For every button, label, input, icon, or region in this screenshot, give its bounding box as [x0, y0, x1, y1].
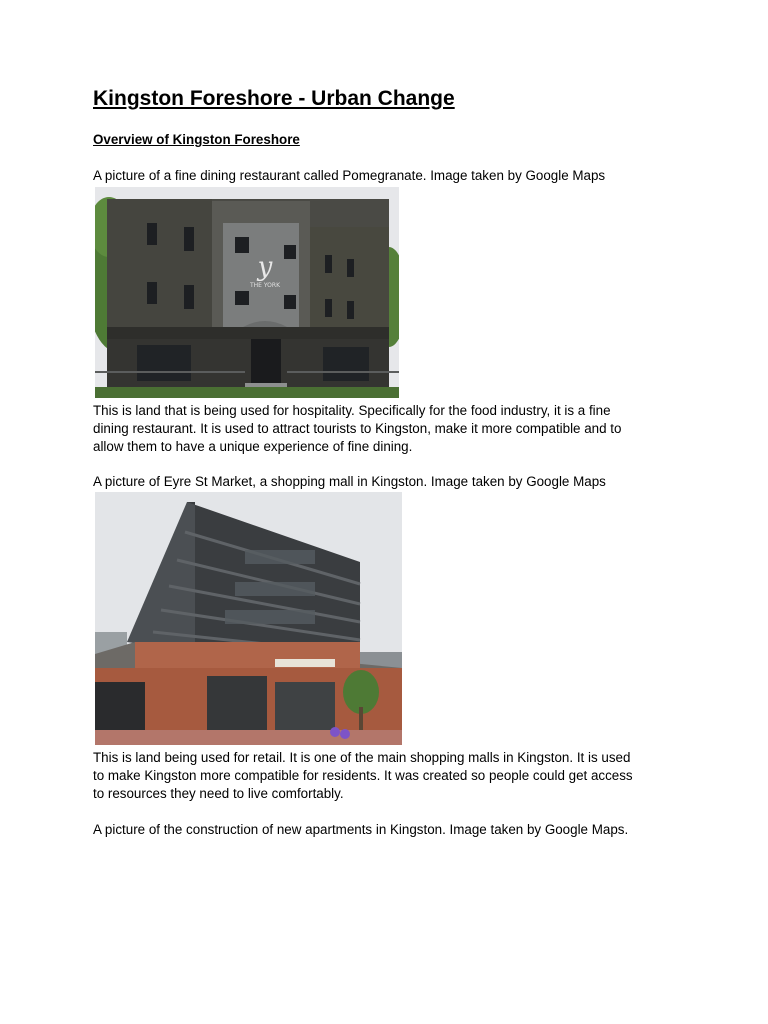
svg-text:y: y: [257, 252, 273, 282]
restaurant-photo: [95, 187, 399, 398]
paragraph-line: This is land that is being used for hospitality. Specifically for the food industry, it is a fine: [93, 403, 611, 418]
caption-market: A picture of Eyre St Market, a shopping mall in Kingston. Image taken by Google Maps: [93, 474, 606, 489]
market-photo: [95, 492, 402, 745]
paragraph-line: to make Kingston more compatible for residents. It was created so people could get access: [93, 768, 633, 783]
paragraph-hospitality: [93, 402, 693, 456]
caption-apartments: A picture of the construction of new apartments in Kingston. Image taken by Google Maps.: [93, 822, 629, 837]
section-heading: Overview of Kingston Foreshore: [93, 132, 300, 147]
caption-restaurant: A picture of a fine dining restaurant called Pomegranate. Image taken by Google Maps: [93, 168, 606, 183]
paragraph-line: to resources they need to live comfortably.: [93, 786, 344, 801]
paragraph-line: dining restaurant. It is used to attract tourists to Kingston, make it more compatible and to: [93, 421, 622, 436]
paragraph-line: This is land being used for retail. It is one of the main shopping malls in Kingston. It is used: [93, 750, 631, 765]
paragraph-retail: [93, 749, 693, 803]
paragraph-line: allow them to have a unique experience of fine dining.: [93, 439, 413, 454]
restaurant-sign-text: THE YORK: [249, 282, 281, 289]
document-title: Kingston Foreshore - Urban Change: [93, 87, 455, 110]
